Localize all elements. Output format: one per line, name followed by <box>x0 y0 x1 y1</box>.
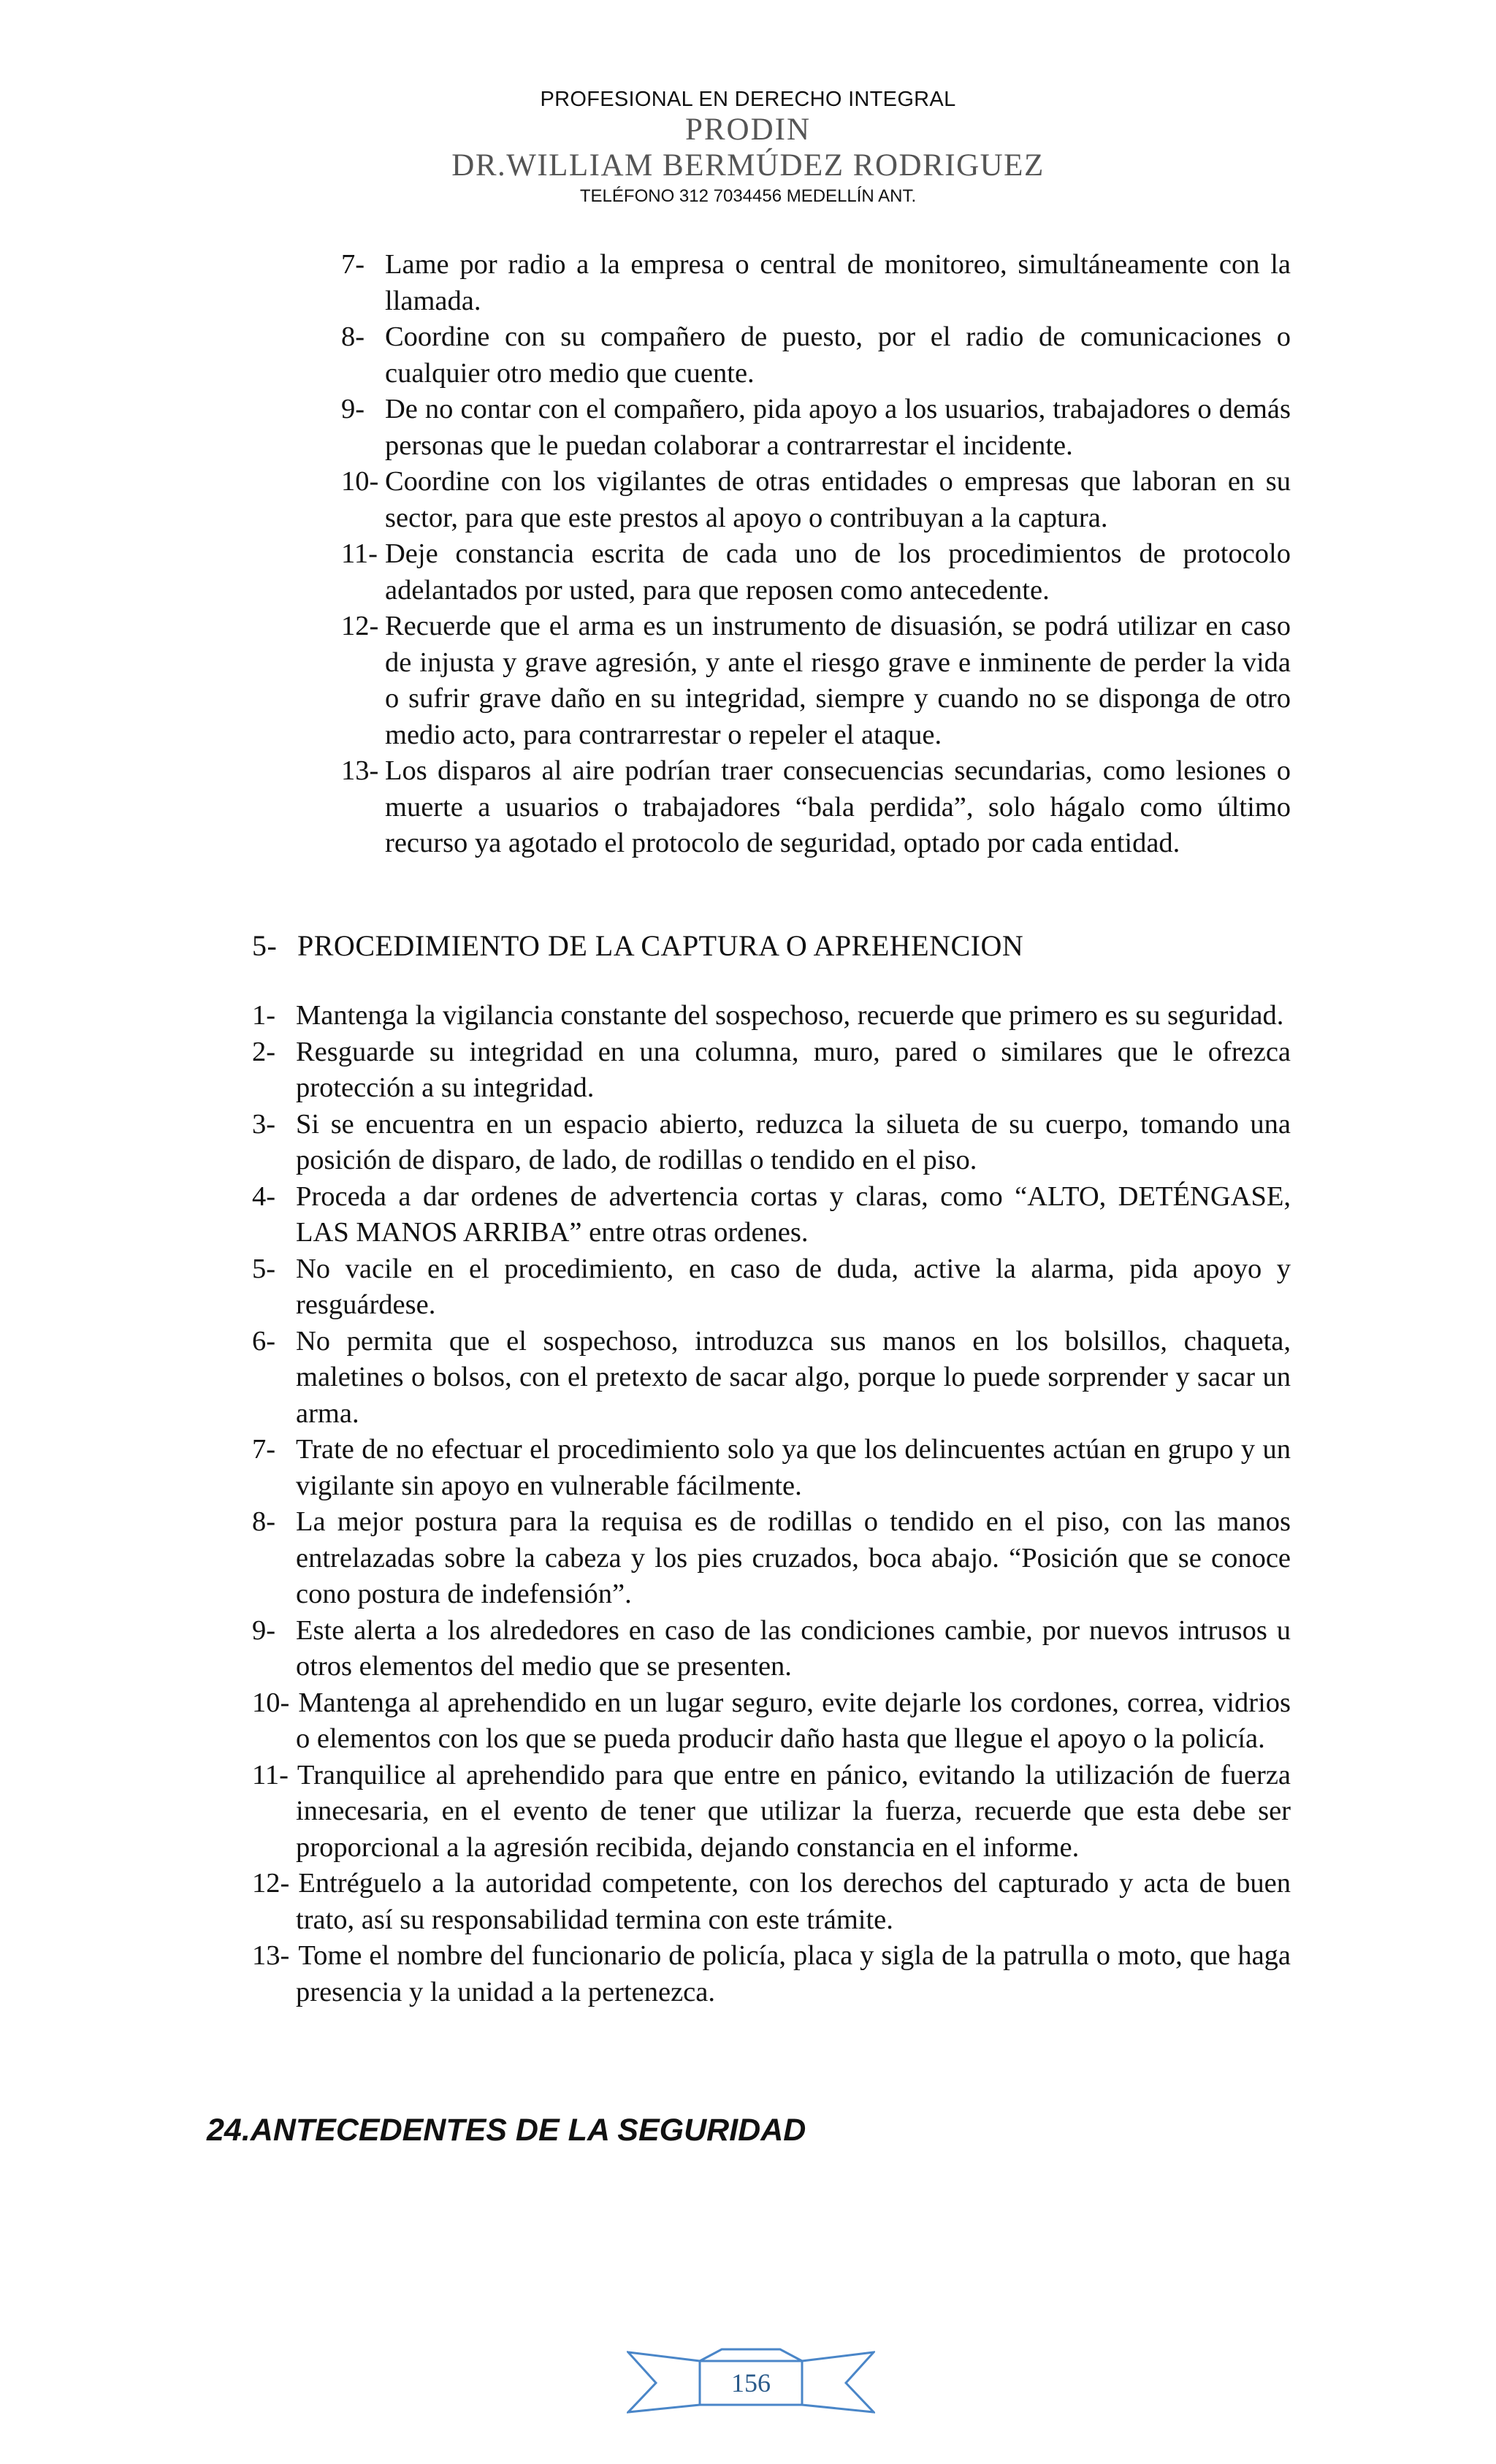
list-item <box>341 464 1291 536</box>
list-item-number: 1- <box>252 1000 276 1031</box>
list-item <box>341 247 1291 319</box>
list-item <box>252 1685 1291 1758</box>
list-item <box>252 1504 1291 1613</box>
list-item-number: 13- <box>341 755 379 786</box>
list-item <box>252 1432 1291 1504</box>
page-footer <box>627 2345 875 2418</box>
list-item-number: 9- <box>341 394 365 424</box>
list-item <box>341 319 1291 392</box>
list-item-number: 8- <box>252 1506 276 1537</box>
section-title: PROCEDIMIENTO DE LA CAPTURA O APREHENCION <box>297 929 1024 962</box>
header-phone: TELÉFONO 312 7034456 MEDELLÍN ANT. <box>579 186 917 206</box>
list-item <box>252 1034 1291 1107</box>
list-item <box>341 392 1291 464</box>
list-item-number: 6- <box>252 1325 276 1357</box>
list-item-number: 11- <box>341 538 378 569</box>
list-item <box>252 1179 1291 1251</box>
list-item <box>252 1938 1291 2010</box>
page-header <box>0 86 1496 209</box>
list-item-text: Tome el nombre del funcionario de policía, placa y sigla de la patrulla o moto, que haga presencia y la unidad a la pertenezca. <box>296 1940 1291 2007</box>
protocol-list-continued <box>341 247 1291 862</box>
list-item-text: No permita que el sospechoso, introduzca sus manos en los bolsillos, chaqueta, maletines o bolsos, con el pretexto de sacar algo, porque lo puede sorprender y sacar un arma. <box>296 1325 1291 1429</box>
chapter-heading: 24.ANTECEDENTES DE LA SEGURIDAD <box>207 2113 806 2148</box>
list-item <box>252 1758 1291 1866</box>
list-item-text: Proceda a dar ordenes de advertencia cortas y claras, como “ALTO, DETÉNGASE, LAS MANOS ARRIBA” entre otras ordenes. <box>296 1180 1291 1248</box>
list-item-number: 7- <box>341 249 365 280</box>
list-item-number: 7- <box>252 1434 276 1465</box>
list-item-text: Tranquilice al aprehendido para que entre en pánico, evitando la utilización de fuerza innecesaria, en el evento de tener que utilizar la fuerza, recuerde que esta debe ser proporcional a la agresión recibida, dejando constancia en el informe. <box>296 1759 1291 1863</box>
list-item-text: Este alerta a los alrededores en caso de las condiciones cambie, por nuevos intrusos u otros elementos del medio que se presenten. <box>296 1614 1291 1682</box>
list-item-text: Trate de no efectuar el procedimiento solo ya que los delincuentes actúan en grupo y un vigilante sin apoyo en vulnerable fácilmente. <box>296 1434 1291 1501</box>
list-item-text: De no contar con el compañero, pida apoyo a los usuarios, trabajadores o demás personas que le puedan colaborar a contrarrestar el incidente. <box>385 394 1291 461</box>
list-item <box>341 753 1291 862</box>
list-item-number: 3- <box>252 1108 276 1140</box>
list-item-text: Lame por radio a la empresa o central de monitoreo, simultáneamente con la llamada. <box>385 249 1291 316</box>
list-item-text: No vacile en el procedimiento, en caso de duda, active la alarma, pida apoyo y resguárdese. <box>296 1253 1291 1320</box>
list-item-number: 5- <box>252 1253 276 1284</box>
list-item-number: 10- <box>341 466 379 497</box>
list-item-number: 9- <box>252 1614 276 1646</box>
header-org: PRODIN <box>684 112 812 147</box>
section-number: 5- <box>252 929 278 962</box>
list-item-text: Si se encuentra en un espacio abierto, reduzca la silueta de su cuerpo, tomando una posición de disparo, de lado, de rodillas o tendido en el piso. <box>296 1108 1291 1175</box>
list-item-number: 4- <box>252 1180 276 1212</box>
list-item-text: Coordine con los vigilantes de otras entidades o empresas que laboran en su sector, para que este prestos al apoyo o contribuyan a la captura. <box>385 466 1291 533</box>
list-item-number: 2- <box>252 1036 276 1067</box>
header-author: DR.WILLIAM BERMÚDEZ RODRIGUEZ <box>451 148 1045 183</box>
list-item-number: 12- <box>341 611 379 641</box>
list-item-text: Resguarde su integridad en una columna, muro, pared o similares que le ofrezca protección a su integridad. <box>296 1036 1291 1103</box>
header-profession: PROFESIONAL EN DERECHO INTEGRAL <box>540 88 956 111</box>
page-number: 156 <box>731 2368 771 2398</box>
list-item-text: Entréguelo a la autoridad competente, con los derechos del capturado y acta de buen trato, así su responsabilidad termina con este trámite. <box>296 1868 1291 1935</box>
list-item-text: Mantenga la vigilancia constante del sospechoso, recuerde que primero es su seguridad. <box>296 1000 1284 1031</box>
list-item-text: Los disparos al aire podrían traer consecuencias secundarias, como lesiones o muerte a usuarios o trabajadores “bala perdida”, solo hágalo como último recurso ya agotado el protocolo de seguridad, optado por cada entidad. <box>385 755 1291 858</box>
list-item <box>341 609 1291 753</box>
list-item-text: Coordine con su compañero de puesto, por el radio de comunicaciones o cualquier otro medio que cuente. <box>385 321 1291 389</box>
list-item <box>252 1866 1291 1938</box>
capture-procedure-list <box>252 998 1291 2010</box>
list-item-number: 12- <box>252 1868 290 1899</box>
list-item <box>341 536 1291 609</box>
list-item-number: 13- <box>252 1940 290 1971</box>
list-item <box>252 1107 1291 1179</box>
list-item <box>252 1324 1291 1433</box>
list-item <box>252 998 1291 1034</box>
list-item-text: Recuerde que el arma es un instrumento de disuasión, se podrá utilizar en caso de injusta y grave agresión, y ante el riesgo grave e inminente de perder la vida o sufrir grave daño en su integridad, siempre y cuando no se disponga de otro medio acto, para contrarrestar o repeler el ataque. <box>385 611 1291 750</box>
list-item-text: Mantenga al aprehendido en un lugar seguro, evite dejarle los cordones, correa, vidrios o elementos con los que se pueda producir daño hasta que llegue el apoyo o la policía. <box>296 1687 1291 1754</box>
list-item-text: La mejor postura para la requisa es de rodillas o tendido en el piso, con las manos entrelazadas sobre la cabeza y los pies cruzados, boca abajo. “Posición que se conoce cono postura de indefensión”. <box>296 1506 1291 1609</box>
list-item <box>252 1251 1291 1324</box>
list-item-number: 10- <box>252 1687 290 1718</box>
list-item <box>252 1613 1291 1685</box>
list-item-number: 8- <box>341 321 365 352</box>
list-item-number: 11- <box>252 1759 289 1790</box>
section-heading <box>252 928 1023 964</box>
list-item-text: Deje constancia escrita de cada uno de los procedimientos de protocolo adelantados por usted, para que reposen como antecedente. <box>385 538 1291 606</box>
